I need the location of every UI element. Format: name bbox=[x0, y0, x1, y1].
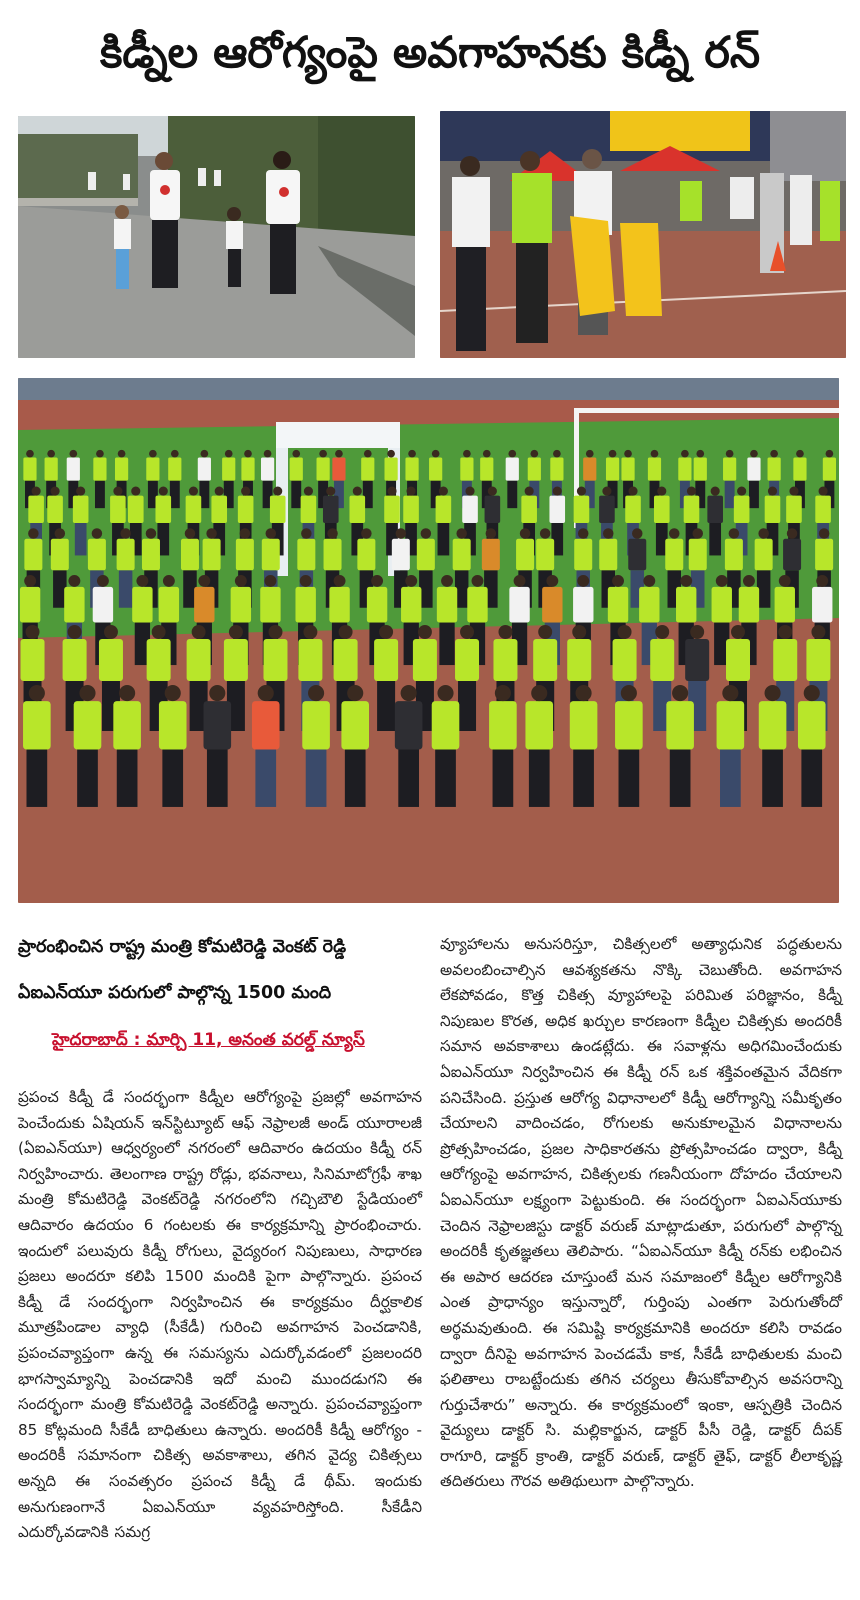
photo-walkers bbox=[18, 116, 415, 358]
headline: కిడ్నీల ఆరోగ్యంపై అవగాహనకు కిడ్నీ రన్ bbox=[99, 28, 761, 78]
article-body-left: ప్రపంచ కిడ్నీ డే సందర్భంగా కిడ్నీల ఆరోగ్యంపై ప్రజల్లో అవగాహన పెంచేందుకు ఏషియన్ ఇన్‌స్టిట్యూట్ ఆఫ్ నెఫ్రాలజీ అండ్ యూరాలజీ (ఏఐఎన్‌యూ) ఆధ్వర్యంలో నగరంలో ఆదివారం ఉదయం కిడ్నీ రన్ నిర్వహించారు. తెలంగాణ రాష్ట్ర రోడ్లు, భవనాలు, సినిమాటోగ్రఫీ శాఖ మంత్రి కోమటిరెడ్డి వెంకట్‌రెడ్డి నగరంలోని గచ్చిబౌలి స్టేడియంలో ఆదివారం ఉదయం 6 గంటలకు ఈ కార్యక్రమాన్ని ప్రారంభించారు. ఇందులో పలువురు కిడ్నీ రోగులు, వైద్యరంగ నిపుణులు, సాధారణ ప్రజలు అందరూ కలిపి 1500 మందికి పైగా పాల్గొన్నారు. ప్రపంచ కిడ్నీ డే సందర్భంగా నిర్వహించిన ఈ కార్యక్రమం దీర్ఘకాలిక మూత్రపిండాల వ్యాధి (సీకేడీ) గురించి అవగాహన పెంచడానికి, ప్రపంచవ్యాప్తంగా ఉన్న ఈ సమస్యను ఎదుర్కోవడంలో ప్రజలందరి భాగస్వామ్యాన్ని పెంచడానికి ఇదో మంచి ముందడుగని ఈ సందర్భంగా మంత్రి కోమటిరెడ్డి వెంకట్‌రెడ్డి అన్నారు. ప్రపంచవ్యాప్తంగా 85 కోట్లమంది సీకేడీ బాధితులు ఉన్నారు. అందరికీ కిడ్నీ ఆరోగ్యం - అందరికీ సమానంగా చికిత్స అవకాశాలు, తగిన వైద్య చికిత్సలు అన్నది ఈ సంవత్సరం ప్రపంచ కిడ్నీ డే థీమ్. ఇందుకు అనుగుణంగానే ఏఐఎన్‌యూ వ్యవహరిస్తోంది. సీకేడీని ఎదుర్కోవడానికి సమగ్ర bbox=[18, 1088, 422, 1542]
dateline: హైదరాబాద్ : మార్చి 11, అనంత వరల్డ్ న్యూస్ bbox=[52, 1030, 365, 1050]
subheading-participants: ఏఐఎన్‌యూ పరుగులో పాల్గొన్న 1500 మంది bbox=[18, 983, 332, 1003]
photo-flag-off bbox=[440, 111, 846, 358]
article-body-right: వ్యూహాలను అనుసరిస్తూ, చికిత్సలలో అత్యాధునిక పద్ధతులను అవలంబించాల్సిన ఆవశ్యకతను నొక్కి చెబుతోంది. అవగాహన లేకపోవడం, కొత్త చికిత్స వ్యూహాలపై పరిమిత పరిజ్ఞానం, కిడ్నీ నిపుణుల కొరత, అధిక ఖర్చుల కారణంగా కిడ్నీల చికిత్సకు అందరికీ సమాన అవకాశాలు ఉండట్లేదు. ఈ సవాళ్లను అధిగమించేందుకు ఏఐఎన్‌యూ నిర్వహించిన ఈ కిడ్నీ రన్ ఒక శక్తివంతమైన వేదికగా పనిచేసింది. ప్రస్తుత ఆరోగ్య విధానాలలో కిడ్నీ ఆరోగ్యాన్ని సమీకృతం చేయాలని వాదించడం, రోగులకు అనుకూలమైన విధానాలను ప్రోత్సహించడం, ప్రజల సాధికారతను ప్రోత్సహించడం ద్వారా, కిడ్నీ ఆరోగ్యంపై అవగాహన, చికిత్సలకు గణనీయంగా దోహదం చేయాలని ఏఐఎన్‌యూ లక్ష్యంగా పెట్టుకుంది. ఈ సందర్భంగా ఏఐఎన్‌యూకు చెందిన నెఫ్రాలజిస్టు డాక్టర్ వరుణ్ మాట్లాడుతూ, పరుగులో పాల్గొన్న అందరికీ కృతజ్ఞతలు తెలిపారు. “ఏఐఎన్‌యూ కిడ్నీ రన్‌కు లభించిన ఈ అపార ఆదరణ చూస్తుంటే మన సమాజంలో కిడ్నీల ఆరోగ్యానికి ఎంత ప్రాధాన్యం ఇస్తున్నారో, గుర్తింపు ఎంతగా పెరుగుతోందో అర్థమవుతుంది. ఈ సమిష్టి కార్యక్రమానికి అందరూ కలిసి రావడం ద్వారా దీనిపై అవగాహన పెంచడమే కాక, సీకేడీ బాధితులకు మంచి ఫలితాలు రాబట్టేందుకు తగిన చర్యలు తీసుకోవాల్సిన అవసరాన్ని గుర్తుచేశారు” అన్నారు. ఈ కార్యక్రమంలో ఇంకా, ఆస్పత్రికి చెందిన వైద్యులు డాక్టర్ సి. మల్లికార్జున, డాక్టర్ పీసీ రెడ్డి, డాక్టర్ దీపక్ రాగూరి, డాక్టర్ క్రాంతి, డాక్టర్ వరుణ్, డాక్టర్ తైఫ్, డాక్టర్ లీలాకృష్ణ తదితరులు గౌరవ అతిథులుగా పాల్గొన్నారు. bbox=[440, 935, 842, 1491]
photo-crowd bbox=[18, 378, 839, 903]
subheading-minister: ప్రారంభించిన రాష్ట్ర మంత్రి కోమటిరెడ్డి వెంకట్ రెడ్డి bbox=[18, 937, 347, 957]
